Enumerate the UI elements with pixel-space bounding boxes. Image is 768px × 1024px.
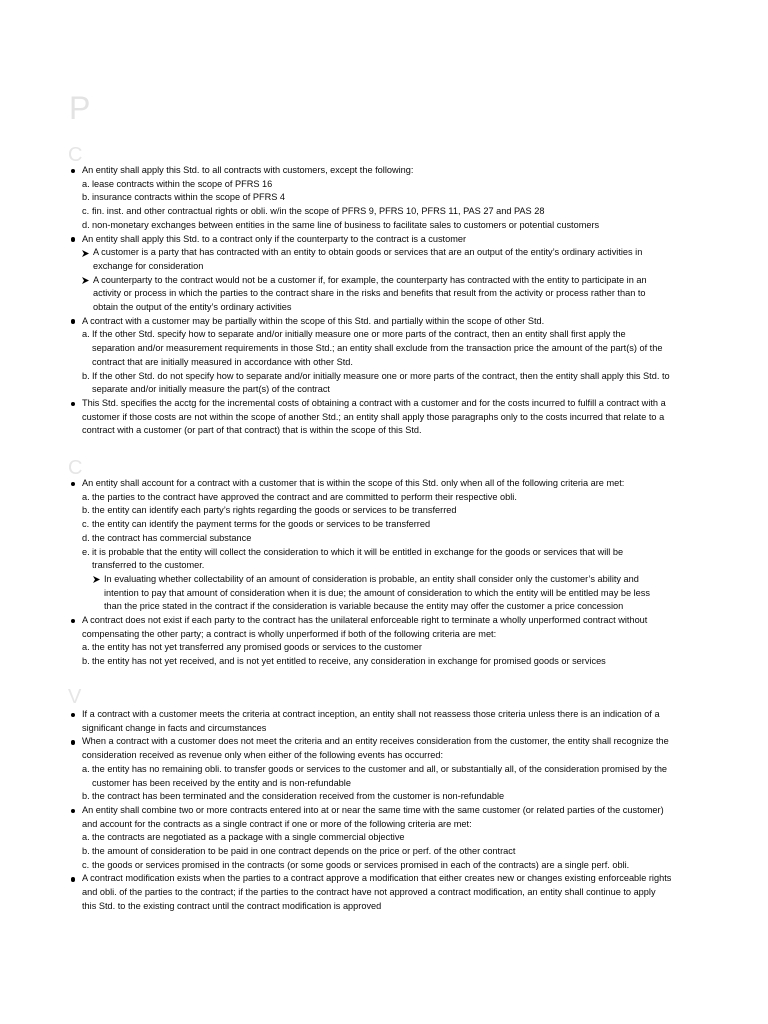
sub-item	[82, 790, 756, 804]
sub-item	[82, 205, 756, 219]
sub-item-text: the contracts are negotiated as a package with a single commercial objective	[92, 832, 405, 843]
bullet-text: An entity shall apply this Std. to all contracts with customers, except the following:	[82, 165, 414, 175]
sub-item-marker: b.	[82, 192, 90, 203]
bullet-text: This Std. specifies the acctg for the incremental costs of obtaining a contract with a customer and for the costs incurred to fulfill a contract with a customer if those costs are not within the scope of another Std.; an entity shall apply those paragraphs only to the costs incurred that relate to a contract with a customer (or part of that contract) that is within the scope of this Std.	[82, 397, 666, 436]
sub-item-text: the goods or services promised in the contracts (or some goods or services promised in each of the contracts) are a single perf. obli.	[92, 859, 630, 870]
sub-item-marker: b.	[82, 370, 90, 381]
section-list	[0, 708, 756, 914]
sub-item-marker: b.	[82, 505, 90, 516]
sub-item	[82, 370, 756, 397]
bullet-item	[0, 477, 756, 614]
sub-item	[82, 491, 756, 505]
sub-item-marker: d.	[82, 532, 90, 543]
arrow-bullet-icon	[82, 250, 89, 257]
arrow-bullet-icon	[93, 576, 100, 583]
sub-item	[82, 191, 756, 205]
note-item	[92, 573, 756, 614]
sub-item	[82, 518, 756, 532]
bullet-dot-icon	[71, 713, 76, 718]
sub-item-marker: a.	[82, 178, 90, 189]
sub-item	[82, 831, 756, 845]
sub-item-marker: a.	[82, 642, 90, 653]
bullet-dot-icon	[71, 319, 76, 324]
bullet-text: A contract modification exists when the parties to a contract approve a modification that either creates new or changes existing enforceable rights and obli. of the parties to the contract; if the parties to the contract have not approved a contract modification, an entity shall continue to apply this Std. to the existing contract until the contract modification is approved	[82, 873, 672, 911]
section-heading: C	[68, 457, 83, 479]
sub-item-text: the amount of consideration to be paid in one contract depends on the price or perf. of the other contract	[92, 846, 516, 857]
sub-item-marker: e.	[82, 546, 90, 557]
bullet-text: A contract does not exist if each party to the contract has the unilateral enforceable right to terminate a wholly unperformed contract without compensating the other party; a contract is wholly unperformed if both of the following criteria are met:	[82, 615, 648, 639]
sub-item	[82, 178, 756, 192]
sub-item-marker: a.	[82, 329, 90, 340]
bullet-dot-icon	[71, 237, 76, 242]
bullet-dot-icon	[71, 619, 76, 624]
sub-item-text: lease contracts within the scope of PFRS 16	[92, 178, 273, 189]
sub-item-text: insurance contracts within the scope of PFRS 4	[92, 192, 286, 203]
sub-item-text: the entity can identify the payment terms for the goods or services to be transferred	[92, 519, 431, 530]
sub-item-text: the entity can identify each party’s rights regarding the goods or services to be transferred	[92, 505, 457, 516]
bullet-text: An entity shall account for a contract with a customer that is within the scope of this Std. only when all of the following criteria are met:	[82, 478, 625, 488]
bullet-item	[0, 397, 756, 438]
sub-item-text: fin. inst. and other contractual rights or obli. w/in the scope of PFRS 9, PFRS 10, PFRS 11, PAS 27 and PAS 28	[92, 206, 545, 217]
sub-item	[82, 845, 756, 859]
bullet-dot-icon	[71, 482, 76, 487]
bullet-item	[0, 164, 756, 233]
sub-item-text: non-monetary exchanges between entities in the same line of business to facilitate sales to customers or potential customers	[92, 219, 600, 230]
page-title: P	[69, 90, 91, 126]
section-list	[0, 164, 756, 438]
sub-item-marker: c.	[82, 519, 90, 530]
sub-item	[82, 655, 756, 669]
bullet-item	[0, 804, 756, 873]
bullet-item	[0, 614, 756, 669]
bullet-item	[0, 872, 756, 913]
sub-item-text: If the other Std. do not specify how to separate and/or initially measure one or more parts of the contract, then the entity shall apply this Std. to separate and/or initially measure the part(s) of the contract	[92, 370, 670, 395]
bullet-dot-icon	[71, 740, 76, 745]
sub-item-text: the entity has not yet received, and is not yet entitled to receive, any consideration in exchange for promised goods or services	[92, 656, 606, 667]
sub-item-marker: a.	[82, 763, 90, 774]
sub-item-text: the entity has not yet transferred any promised goods or services to the customer	[92, 642, 422, 653]
sub-item	[82, 546, 756, 615]
bullet-item	[0, 315, 756, 397]
bullet-dot-icon	[71, 877, 76, 882]
sub-item	[82, 641, 756, 655]
bullet-text: An entity shall combine two or more contracts entered into at or near the same time with the same customer (or related parties of the customer) and account for the contracts as a single contract if one or more of the following criteria are met:	[82, 804, 664, 829]
note-item	[82, 274, 756, 315]
bullet-text: When a contract with a customer does not meet the criteria and an entity receives consideration from the customer, the entity shall recognize the consideration received as revenue only when either of the following events has occurred:	[82, 736, 669, 761]
note-item	[82, 246, 756, 273]
bullet-item	[0, 735, 756, 804]
sub-item	[82, 859, 756, 873]
note-text: In evaluating whether collectability of an amount of consideration is probable, an entity shall consider only the customer’s ability and intention to pay that amount of consideration when it is due; the amount of consideration to which the entity will be entitled may be less than the price stated in the contract if the consideration is variable because the entity may offer the customer a price concession	[104, 573, 650, 612]
sub-item-marker: b.	[82, 846, 90, 857]
bullet-text: If a contract with a customer meets the criteria at contract inception, an entity shall not reassess those criteria unless there is an indication of a significant change in facts and circumstances	[82, 709, 660, 733]
sub-item-text: the parties to the contract have approved the contract and are committed to perform their respective obli.	[92, 491, 517, 502]
bullet-item	[0, 708, 756, 735]
note-text: A customer is a party that has contracted with an entity to obtain goods or services that are an output of the entity’s ordinary activities in exchange for consideration	[93, 247, 643, 271]
bullet-dot-icon	[71, 809, 76, 814]
sub-item-marker: a.	[82, 491, 90, 502]
sub-item-text: the contract has commercial substance	[92, 532, 252, 543]
sub-item-marker: a.	[82, 832, 90, 843]
sub-item-text: it is probable that the entity will collect the consideration to which it will be entitled in exchange for the goods or services that will be transferred to the customer.	[92, 546, 624, 571]
sub-item-marker: c.	[82, 859, 90, 870]
sub-item	[82, 763, 756, 790]
bullet-dot-icon	[71, 169, 76, 174]
arrow-bullet-icon	[82, 277, 89, 284]
sub-item	[82, 219, 756, 233]
bullet-item	[0, 233, 756, 315]
section-heading: V	[68, 686, 82, 708]
sub-item-text: the contract has been terminated and the consideration received from the customer is non-refundable	[92, 791, 505, 802]
sub-item-marker: c.	[82, 206, 90, 217]
sub-item-text: If the other Std. specify how to separate and/or initially measure one or more parts of the contract, then an entity shall first apply the separation and/or measurement requirements in those Std.; an entity shall exclude from the transaction price the amount of the part(s) of the contract that are initially measured in accordance with other Std.	[92, 329, 663, 367]
section-list	[0, 477, 756, 669]
bullet-text: A contract with a customer may be partially within the scope of this Std. and partially within the scope of other Std.	[82, 315, 545, 326]
sub-item-marker: d.	[82, 219, 90, 230]
sub-item	[82, 504, 756, 518]
sub-item-marker: b.	[82, 791, 90, 802]
sub-item	[82, 532, 756, 546]
sub-item-marker: b.	[82, 656, 90, 667]
sub-item-text: the entity has no remaining obli. to transfer goods or services to the customer and all, or substantially all, of the consideration promised by the customer has been received by the entity and is non-refundable	[92, 763, 668, 788]
bullet-text: An entity shall apply this Std. to a contract only if the counterparty to the contract is a customer	[82, 233, 467, 244]
section-heading: C	[68, 144, 83, 166]
bullet-dot-icon	[71, 402, 76, 407]
sub-item	[82, 328, 756, 369]
note-text: A counterparty to the contract would not be a customer if, for example, the counterparty has contracted with the entity to participate in an activity or process in which the parties to the contract share in the risks and benefits that result from the activity or process rather than to obtain the output of the entity’s ordinary activities	[93, 274, 647, 313]
